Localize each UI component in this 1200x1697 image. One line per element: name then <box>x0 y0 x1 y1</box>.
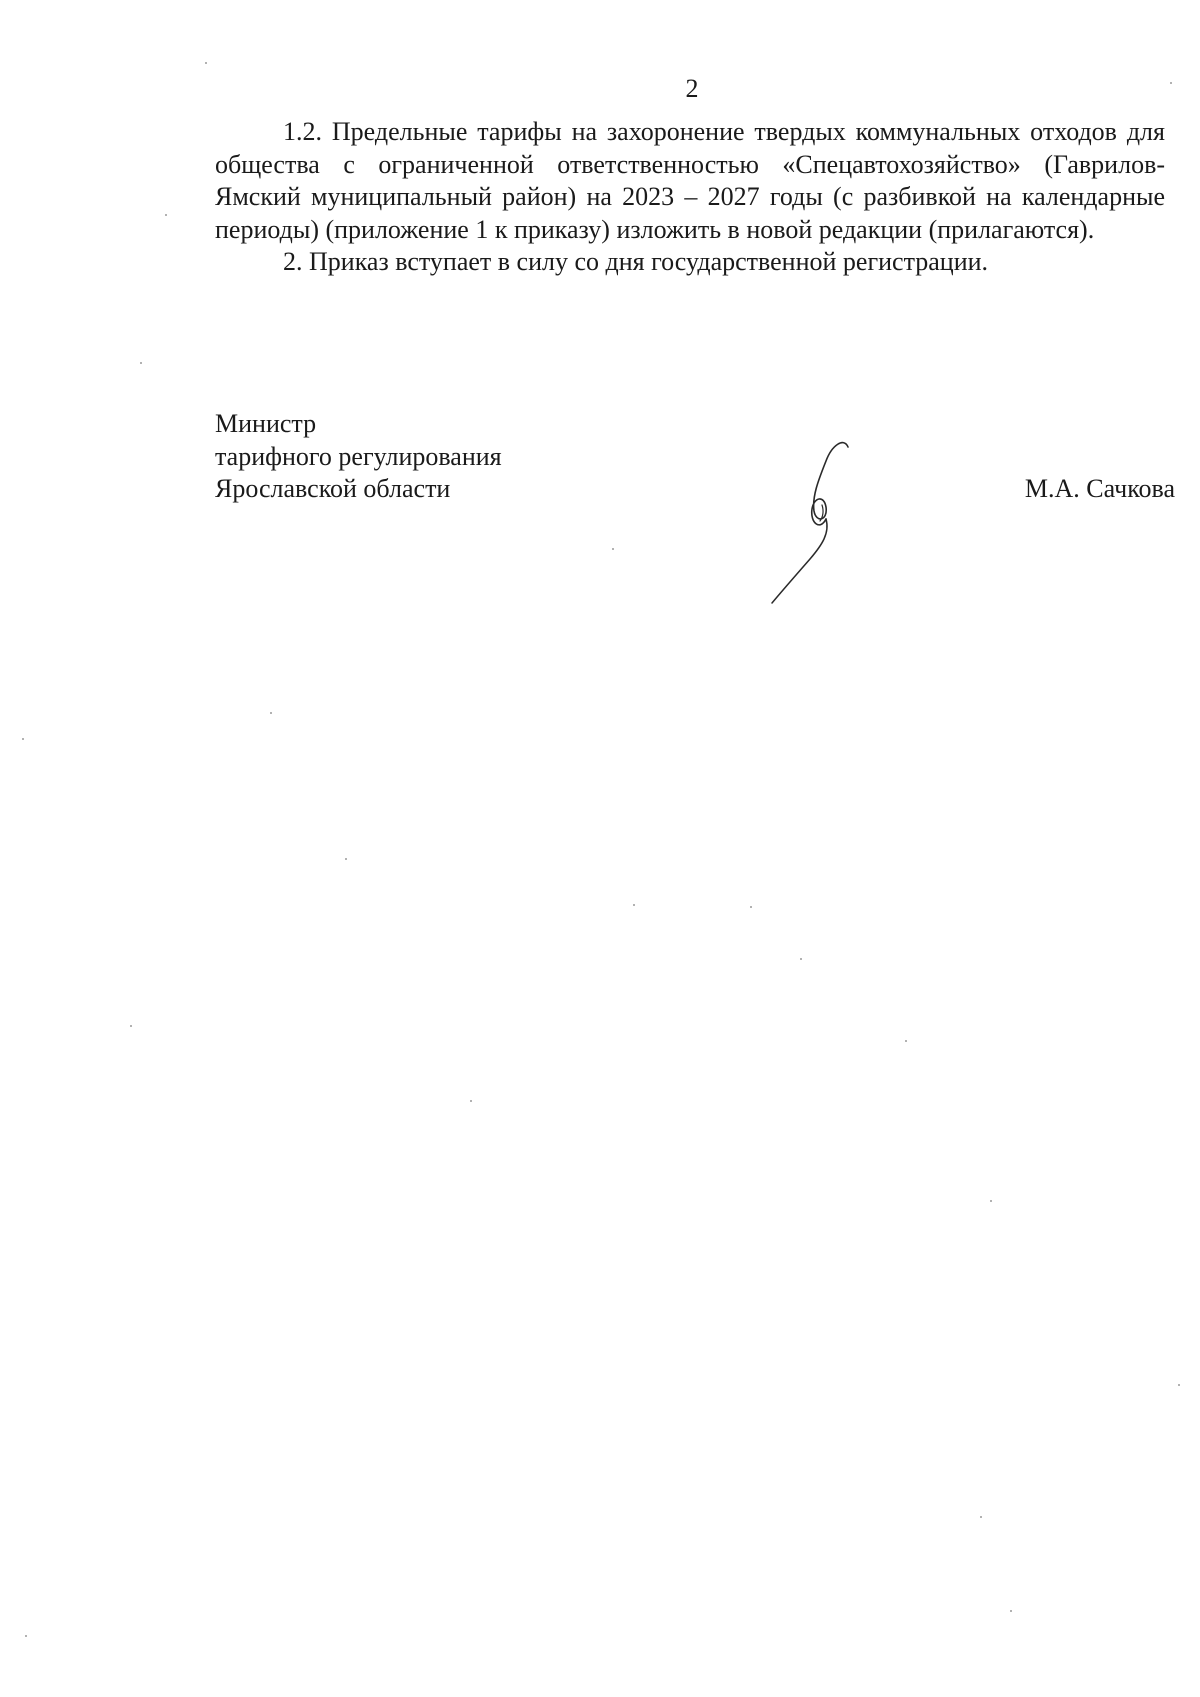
scan-speck <box>470 1100 472 1102</box>
scan-speck <box>980 1516 982 1518</box>
scan-speck <box>130 1025 132 1027</box>
scan-speck <box>750 906 752 908</box>
paragraph-2: 2. Приказ вступает в силу со дня государственной регистрации. <box>283 247 989 276</box>
signer-title-line: тарифного регулирования <box>215 441 502 471</box>
signer-title-line: Министр <box>215 409 317 438</box>
signer-title-line: Ярославской области <box>215 474 451 503</box>
paragraph-1-2: 1.2. Предельные тарифы на захоронение твердых коммунальных отходов для общества с ограниченной ответственностью «Спецавтохозяйство» (Гаврилов-Ямский муниципальный район) на 2023 – 2027 годы (с разбивкой на календарные периоды) (приложение 1 к приказу) изложить в новой редакции (прилагаются). <box>215 117 1165 244</box>
scan-speck <box>205 62 207 64</box>
scan-speck <box>1170 82 1172 84</box>
document-body <box>215 116 1165 279</box>
scan-speck <box>345 858 347 860</box>
scan-speck <box>633 904 635 906</box>
scan-speck <box>165 214 167 216</box>
signature-block <box>215 408 1175 506</box>
scan-speck <box>905 1040 907 1042</box>
handwritten-signature <box>760 435 860 605</box>
page-number: 2 <box>685 74 699 103</box>
signer-name: М.А. Сачкова <box>1024 474 1175 503</box>
scan-speck <box>22 738 24 740</box>
scan-speck <box>990 1200 992 1202</box>
scan-speck <box>25 1635 27 1637</box>
signer-title <box>215 408 1165 506</box>
scan-speck <box>1178 1384 1180 1386</box>
scan-speck <box>612 548 614 550</box>
scan-speck <box>270 712 272 714</box>
scan-speck <box>1010 1610 1012 1612</box>
scan-speck <box>800 958 802 960</box>
scan-speck <box>140 362 142 364</box>
